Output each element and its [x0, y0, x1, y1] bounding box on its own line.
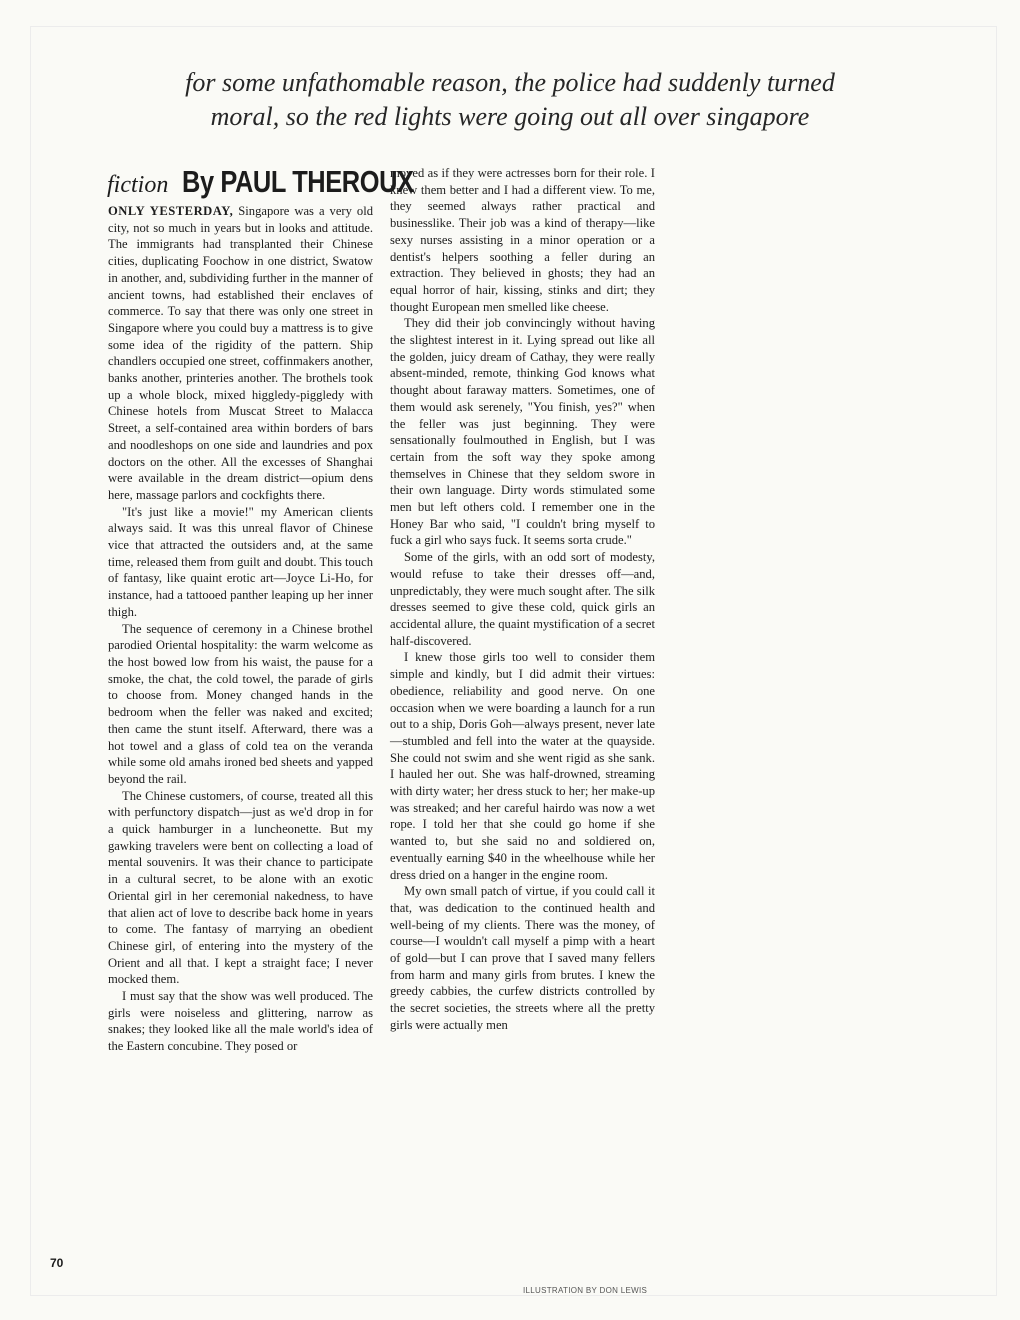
- page-number: 70: [50, 1256, 64, 1270]
- paragraph-text: Singapore was a very old city, not so much in years but in looks and attitude. The immigrants had transplanted their Chinese cities, duplicating Foochow in one district, Swatow in another, and, subdividing further in the manner of ancient towns, had established their enclaves of commerce. To say that there was only one street in Singapore where you could buy a mattress is to give some idea of the rigidity of the pattern. Ship chandlers occupied one street, coffinmakers another, banks another, printeries another. The brothels took up a whole block, mixed higgledy-piggledy with Chinese hotels from Muscat Street to Malacca Street, a self-contained area within borders of bars and noodleshops on one side and laundries and pox doctors on the other. All the excesses of Shanghai were available in the dream district—opium dens here, massage parlors and cockfights there.: [108, 204, 373, 502]
- headline: [0, 66, 1020, 134]
- section-label: fiction: [107, 172, 169, 198]
- paragraph: I knew those girls too well to consider them simple and kindly, but I did admit their virtues: obedience, reliability and good nerve. On one occasion when we were boarding a launch for a run out to a ship, Doris Goh—always present, never late—stumbled and fell into the water at the quayside. She could not swim and she went rigid as she sank. I hauled her out. She was half-drowned, streaming with dirty water; her dress stuck to her; her make-up was streaked; and her careful hairdo was now a wet rope. I told her that she could go home if she wanted to, but she said no and soldiered on, eventually earning $40 in the wheelhouse while her dress dried on a hanger in the engine room.: [390, 650, 655, 882]
- author-name: By PAUL THEROUX: [182, 164, 414, 199]
- article-column-right: [390, 165, 655, 1034]
- headline-line-1: for some unfathomable reason, the police had suddenly turned: [185, 68, 835, 97]
- paragraph: They did their job convincingly without having the slightest interest in it. Lying spread out like all the golden, juicy dream of Cathay, they were really absent-minded, remote, thinking God knows what thought about faraway matters. Sometimes, one of them would ask serenely, "You finish, yes?" when the feller was just beginning. They were sensationally foulmouthed in English, but I was certain from the soft way they spoke among themselves in Chinese that they seldom swore in their own language. Dirty words stimulated some men but left others cold. I remember one in the Honey Bar who said, "I couldn't bring myself to fuck a girl who says fuck. It seems sorta crude.": [390, 316, 655, 548]
- paragraph: moved as if they were actresses born for their role. I knew them better and I had a different view. To me, they seemed always rather practical and businesslike. Their job was a kind of therapy—like sexy nurses assisting in a minor operation or a dentist's helpers soothing a feller during an extraction. They believed in ghosts; they had an equal horror of hair, kissing, stinks and dirt; they thought European men smelled like cheese.: [390, 166, 655, 314]
- headline-line-2: moral, so the red lights were going out all over singapore: [210, 102, 810, 131]
- lead-in: ONLY YESTERDAY,: [108, 204, 234, 218]
- illustration-credit: ILLUSTRATION BY DON LEWIS: [523, 1286, 648, 1295]
- paragraph: The sequence of ceremony in a Chinese brothel parodied Oriental hospitality: the warm welcome as the host bowed low from his waist, the pause for a smoke, the chat, the cold towel, the parade of girls to choose from. Money changed hands in the bedroom when the feller was naked and excited; then came the stunt itself. Afterward, there was a hot towel and a glass of cold tea on the veranda while some old amahs ironed bed sheets and yapped beyond the rail.: [108, 621, 373, 786]
- paragraph: "It's just like a movie!" my American clients always said. It was this unreal flavor of Chinese vice that attracted the outsiders and, at the same time, released them from guilt and doubt. This touch of fantasy, like quaint erotic art—Joyce Li-Ho, for instance, had a tattooed panther leaping up her inner thigh.: [108, 504, 373, 619]
- byline: [107, 164, 414, 200]
- article-column-left: [108, 203, 373, 1055]
- paragraph: The Chinese customers, of course, treated all this with perfunctory dispatch—just as we'd drop in for a quick hamburger in a luncheonette. But my gawking travelers were bent on collecting a load of mental souvenirs. It was their chance to participate in a cultural secret, to be alone with an exotic Oriental girl in her ceremonial nakedness, to have that alien act of love to describe back home in years to come. The fantasy of marrying an obedient Chinese girl, of entering into the mystery of the Orient and all that. I kept a straight face; I never mocked them.: [108, 788, 373, 987]
- paragraph: I must say that the show was well produced. The girls were noiseless and glittering, narrow as snakes; they looked like all the male world's idea of the Eastern concubine. They posed or: [108, 989, 373, 1054]
- paragraph: Some of the girls, with an odd sort of modesty, would refuse to take their dresses off—and, unpredictably, they were much sought after. The silk dresses seemed to give these cold, quick girls an accidental allure, the quaint mystification of a secret half-discovered.: [390, 550, 655, 648]
- paragraph: My own small patch of virtue, if you could call it that, was dedication to the continued health and well-being of my clients. There was the money, of course—I wouldn't call myself a pimp with a heart of gold—but I can prove that I saved many fellers from harm and many girls from brutes. I knew the greedy cabbies, the curfew districts controlled by the secret societies, the streets where all the pretty girls were actually men: [390, 884, 655, 1032]
- paragraph: [108, 203, 373, 504]
